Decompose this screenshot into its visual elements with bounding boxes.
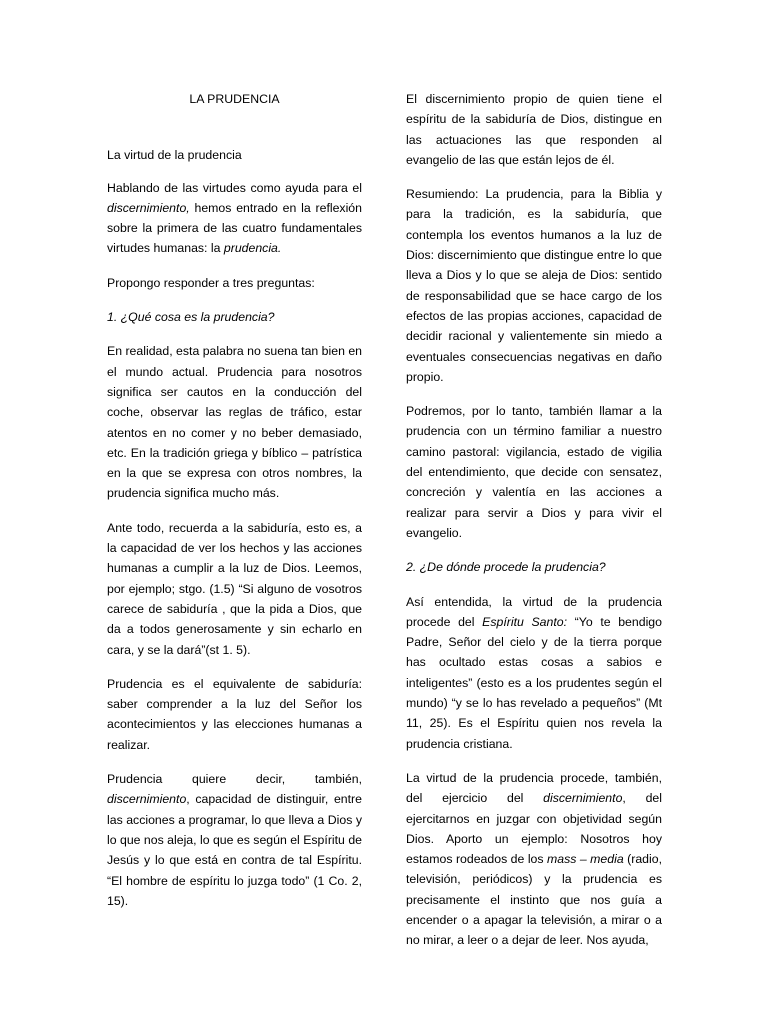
text-run: Así entendida, la virtud de la prudencia procede del (406, 594, 662, 629)
text-run: La virtud de la prudencia procede, también, del ejercicio del (406, 770, 662, 806)
italic-term: discernimiento (543, 791, 623, 806)
paragraph: Podremos, por lo tanto, también llamar a la prudencia con un término familiar a nuestro camino pastoral: vigilancia, estado de vigilia del entendimiento, que decide con sensatez, concreción y valentía en las acciones a realizar para servir a Dios y para vivir el evangelio. (406, 404, 662, 540)
paragraph: Ante todo, recuerda a la sabiduría, esto es, a la capacidad de ver los hechos y las acciones humanas a cumplir a la luz de Dios. Leemos, por ejemplo; stgo. (1.5) “Si alguno de vosotros carece de sabiduría , que la pida a Dios, que da a todos generosamente y sin echarlo en cara, y se la dará”(st 1. 5). (107, 520, 362, 657)
paragraph: En realidad, esta palabra no suena tan bien en el mundo actual. Prudencia para nosotros significa ser cautos en la conducción del coche, observar las reglas de tráfico, estar atentos en no comer y no beber demasiado, etc. En la tradición griega y bíblico – patrística en la que se expresa con otros nombres, la prudencia significa mucho más. (107, 344, 363, 501)
text-run: Prudencia quiere decir, también, (107, 772, 362, 787)
paragraph: Prudencia es el equivalente de sabiduría: saber comprender a la luz del Señor los acontecimientos y las elecciones humanas a realizar. (107, 676, 362, 752)
paragraph: Propongo responder a tres preguntas: (107, 275, 315, 290)
text-run: , capacidad de distinguir, entre las acciones a programar, lo que lleva a Dios y lo que nos aleja, lo que es según el Espíritu de Jesús y lo que está en contra de tal Espíritu. “El hombre de espíritu lo juzga todo” (1 Co. 2, 15). (107, 792, 362, 908)
italic-term: discernimiento, (107, 200, 190, 215)
text-run: “Yo te bendigo Padre, Señor del cielo y de la tierra porque has ocultado estas cosas a sabios e inteligentes” (esto es a los prudentes según el mundo) “y se lo has revelado a pequeños” (Mt 11, 25). Es el Espíritu quien nos revela la prudencia cristiana. (406, 614, 662, 751)
italic-term: prudencia. (223, 241, 282, 256)
text-run: hemos entrado en la reflexión sobre la primera de las cuatro fundamentales virtudes humanas: la (107, 200, 362, 256)
paragraph (107, 769, 362, 911)
paragraph: Resumiendo: La prudencia, para la Biblia y para la tradición, es la sabiduría, que contempla los eventos humanos a la luz de Dios: discernimiento que distingue entre lo que lleva a Dios y lo que se aleja de Dios: sentido de responsabilidad que se hace cargo de los efectos de las propias acciones, capacidad de decidir racional y valientemente sin miedo a eventuales consecuencias negativas en daño propio. (406, 187, 662, 384)
text-run: (radio, televisión, periódicos) y la prudencia es precisamente el instinto que nos guía a encender o a apagar la televisión, a mirar o a no mirar, a leer o a dejar de leer. Nos ayuda, (406, 852, 662, 948)
question-heading: 1. ¿Qué cosa es la prudencia? (107, 310, 275, 325)
text-run: , del ejercitarnos en juzgar con objetividad según Dios. Aporto un ejemplo: Nosotros hoy estamos rodeados de los (406, 791, 662, 867)
text-run: Hablando de las virtudes como ayuda para el (107, 180, 362, 195)
right-column (406, 89, 662, 965)
document-title: LA PRUDENCIA (189, 92, 280, 106)
paragraph: El discernimiento propio de quien tiene el espíritu de la sabiduría de Dios, distingue en las actuaciones las que responden al evangelio de las que están lejos de él. (406, 92, 662, 167)
section-heading: La virtud de la prudencia (107, 148, 242, 163)
question-heading: 2. ¿De dónde procede la prudencia? (406, 560, 606, 575)
italic-term: discernimiento (107, 792, 187, 807)
left-column (107, 89, 362, 925)
paragraph (406, 768, 662, 951)
paragraph (107, 178, 362, 259)
paragraph (406, 592, 662, 754)
italic-term: mass – media (547, 852, 624, 867)
italic-term: Espíritu Santo: (482, 614, 568, 629)
